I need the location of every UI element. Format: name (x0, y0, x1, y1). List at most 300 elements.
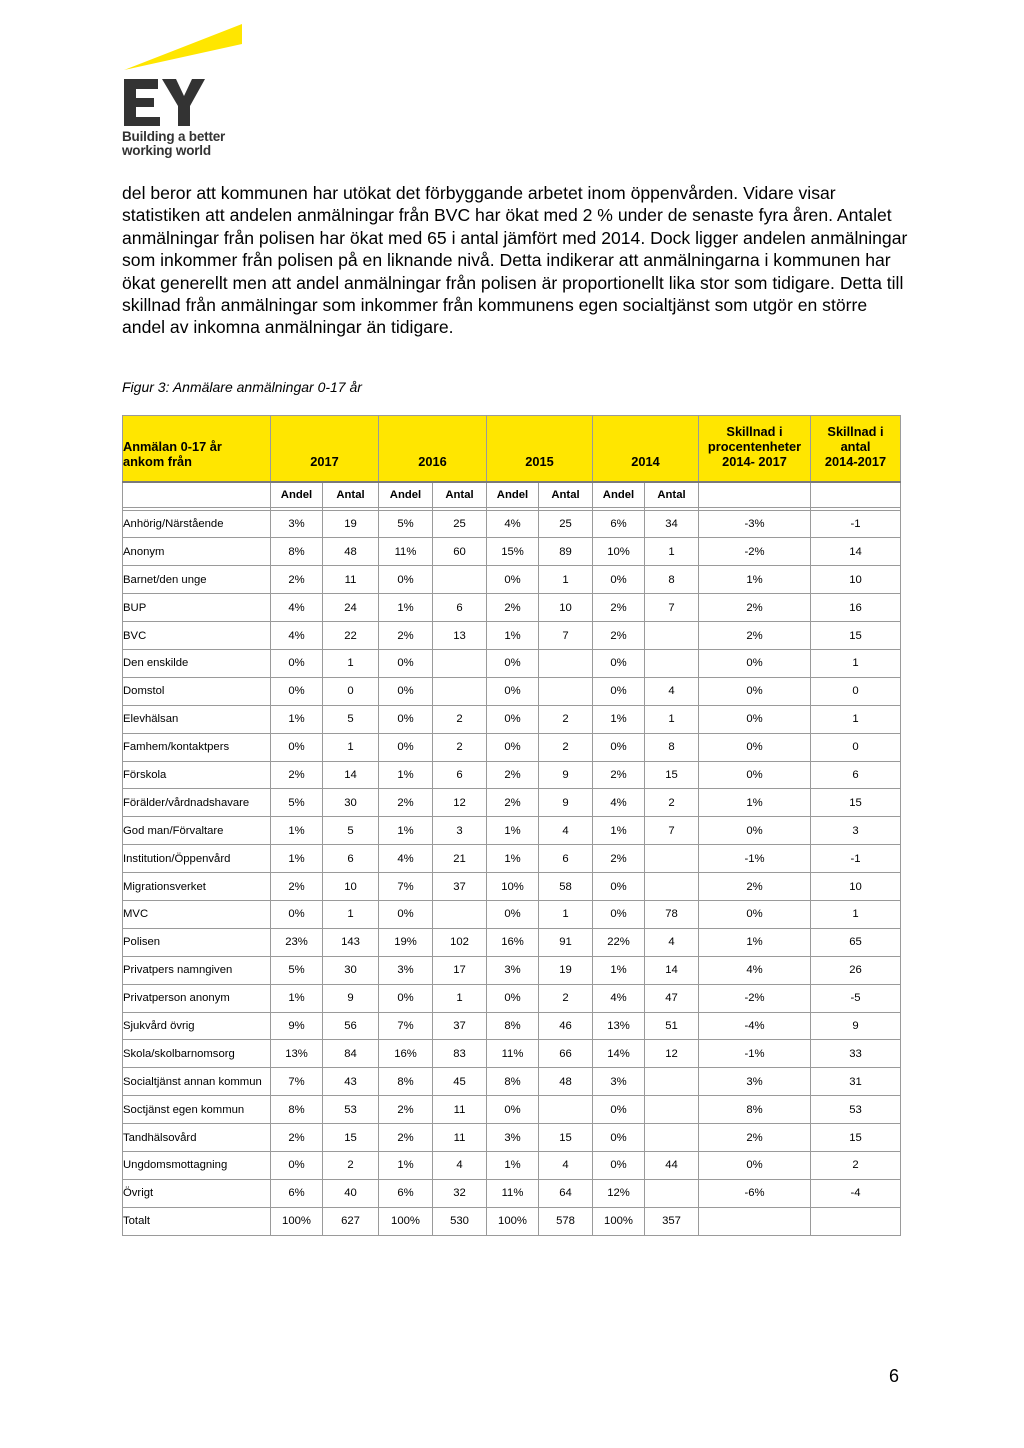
row-label: Barnet/den unge (123, 566, 271, 594)
table-cell: 1% (379, 1151, 433, 1179)
table-cell: 10 (811, 873, 901, 901)
table-cell: 2 (645, 789, 699, 817)
table-row (123, 1012, 901, 1040)
table-cell: 4% (271, 594, 323, 622)
table-cell: 11 (323, 566, 379, 594)
table-cell: 627 (323, 1207, 379, 1235)
table-cell: 2% (271, 1124, 323, 1152)
row-label: Sjukvård övrig (123, 1012, 271, 1040)
table-cell: 60 (433, 538, 487, 566)
table-cell: 0% (699, 817, 811, 845)
table-row (123, 1096, 901, 1124)
table-cell: 2% (593, 622, 645, 650)
table-cell: 5% (271, 789, 323, 817)
table-cell: 7 (539, 622, 593, 650)
table-cell: 2% (699, 873, 811, 901)
table-cell: 48 (323, 538, 379, 566)
table-cell: 578 (539, 1207, 593, 1235)
table-cell: 4 (645, 928, 699, 956)
table-cell: 7 (645, 594, 699, 622)
table-cell: 2% (593, 845, 645, 873)
table-cell: 0% (593, 566, 645, 594)
row-label: Soctjänst egen kommun (123, 1096, 271, 1124)
table-cell: 4% (379, 845, 433, 873)
table-cell: 0% (593, 873, 645, 901)
table-cell: 1% (271, 845, 323, 873)
table-cell: 58 (539, 873, 593, 901)
table-cell: 1 (811, 705, 901, 733)
logo-beam (124, 24, 242, 70)
table-cell: 2% (271, 761, 323, 789)
table-cell: 0% (487, 566, 539, 594)
table-cell (539, 1096, 593, 1124)
table-cell: 1 (811, 649, 901, 677)
table-cell: 8% (271, 1096, 323, 1124)
table-cell: 8% (487, 1012, 539, 1040)
table-cell: 4% (699, 956, 811, 984)
header-source (123, 416, 271, 482)
table-cell (433, 566, 487, 594)
table-cell: 22 (323, 622, 379, 650)
table-cell: 6% (593, 510, 645, 538)
table-cell (433, 900, 487, 928)
table-cell: 2 (539, 705, 593, 733)
table-cell: 19% (379, 928, 433, 956)
table-cell: 2 (539, 733, 593, 761)
table-cell: 4% (487, 510, 539, 538)
table-cell: 2% (271, 873, 323, 901)
table-cell: 16 (811, 594, 901, 622)
header-diff-percent-line3: 2014- 2017 (722, 453, 787, 469)
table-cell: 2 (539, 984, 593, 1012)
table-cell: 10 (811, 566, 901, 594)
table-row (123, 928, 901, 956)
table-cell: 1 (323, 649, 379, 677)
table-cell: -1% (699, 1040, 811, 1068)
table-cell: 0 (323, 677, 379, 705)
table-cell: 5 (323, 705, 379, 733)
table-cell: 2 (811, 1151, 901, 1179)
table-row (123, 566, 901, 594)
table-cell: 4% (271, 622, 323, 650)
table-cell: 0% (593, 649, 645, 677)
table-cell: 2% (699, 594, 811, 622)
table-cell: 6% (271, 1179, 323, 1207)
table-cell: 48 (539, 1068, 593, 1096)
table-cell: 4 (433, 1151, 487, 1179)
table-cell: 0% (487, 733, 539, 761)
table-cell: 15 (323, 1124, 379, 1152)
table-cell: 19 (323, 510, 379, 538)
table-cell: 6 (433, 594, 487, 622)
table-cell: 25 (433, 510, 487, 538)
table-cell: 1% (699, 566, 811, 594)
table-cell: 89 (539, 538, 593, 566)
table-cell: 1% (487, 817, 539, 845)
table-cell: 15 (539, 1124, 593, 1152)
table-cell: 1% (271, 705, 323, 733)
table-cell: 23% (271, 928, 323, 956)
table-cell (539, 677, 593, 705)
table-cell: 1 (433, 984, 487, 1012)
header-diff-count (811, 416, 901, 482)
row-label: Elevhälsan (123, 705, 271, 733)
table-cell: 1 (811, 900, 901, 928)
table-cell (433, 677, 487, 705)
table-cell: 30 (323, 956, 379, 984)
row-label: Anhörig/Närstående (123, 510, 271, 538)
table-cell: 2 (433, 705, 487, 733)
table-row (123, 510, 901, 538)
table-cell (539, 649, 593, 677)
table-cell: 22% (593, 928, 645, 956)
table-cell: 0% (379, 900, 433, 928)
table-row (123, 1124, 901, 1152)
table-row (123, 622, 901, 650)
table-cell: 21 (433, 845, 487, 873)
table-cell: 2 (323, 1151, 379, 1179)
subheader-share: Andel (487, 482, 539, 508)
table-cell: 1 (323, 733, 379, 761)
table-cell: 5% (379, 510, 433, 538)
table-cell: 14 (811, 538, 901, 566)
table-cell: 0% (379, 649, 433, 677)
table-cell: 26 (811, 956, 901, 984)
table-cell: -1% (699, 845, 811, 873)
row-label: Övrigt (123, 1179, 271, 1207)
table-cell: 0% (271, 649, 323, 677)
table-cell (645, 622, 699, 650)
body-paragraph: del beror att kommunen har utökat det förbyggande arbetet inom öppenvården. Vidare visar statistiken att andelen anmälningar från BVC har ökat med 2 % under de senaste fyra åren. Antalet anmälningar från polisen har ökat med 65 i antal jämfört med 2014. Dock ligger andelen anmälningar som inkommer från polisen på en liknande nivå. Detta indikerar att anmälningarna i kommunen har ökat generellt men att andel anmälningar från polisen är proportionellt lika stor som tidigare. Detta till skillnad från anmälningar som inkommer från kommunens egen socialtjänst som utgör en större andel av inkomna anmälningar än tidigare. (122, 183, 908, 338)
header-diff-percent-line1: Skillnad i (726, 423, 783, 439)
table-cell: 33 (811, 1040, 901, 1068)
table-cell: 0% (699, 733, 811, 761)
table-cell: 6% (379, 1179, 433, 1207)
table-cell: 0% (593, 677, 645, 705)
table-cell: 0% (487, 1096, 539, 1124)
table-cell: 0% (379, 984, 433, 1012)
table-cell: 10 (539, 594, 593, 622)
subheader-blank (699, 482, 811, 508)
table-cell: 0% (487, 984, 539, 1012)
subheader-blank (123, 482, 271, 508)
table-cell: 0% (487, 900, 539, 928)
subheader-count: Antal (645, 482, 699, 508)
table-cell: 11 (433, 1096, 487, 1124)
table-cell: 1% (487, 1151, 539, 1179)
table-cell: 17 (433, 956, 487, 984)
table-cell: 45 (433, 1068, 487, 1096)
table-cell: 56 (323, 1012, 379, 1040)
table-cell: 1% (593, 956, 645, 984)
table-cell: 3% (593, 1068, 645, 1096)
logo-tagline (122, 130, 225, 158)
table-cell: 12 (645, 1040, 699, 1068)
table-row (123, 817, 901, 845)
table-cell: 13% (593, 1012, 645, 1040)
table-cell: 0% (379, 677, 433, 705)
table-cell: 64 (539, 1179, 593, 1207)
table-cell: 37 (433, 873, 487, 901)
subheader-count: Antal (323, 482, 379, 508)
table-cell: 4 (539, 1151, 593, 1179)
table-cell: 44 (645, 1151, 699, 1179)
table-cell: 0% (593, 1096, 645, 1124)
table-cell: 2 (433, 733, 487, 761)
table-cell: 0% (699, 761, 811, 789)
table-cell: 2% (487, 761, 539, 789)
table-cell: 13 (433, 622, 487, 650)
table-cell: 100% (271, 1207, 323, 1235)
table-cell: 0% (593, 733, 645, 761)
table-cell: 0% (593, 900, 645, 928)
header-year: 2014 (593, 416, 699, 482)
table-cell: 10 (323, 873, 379, 901)
row-label: God man/Förvaltare (123, 817, 271, 845)
table-cell: 65 (811, 928, 901, 956)
table-cell: 0% (699, 900, 811, 928)
table-cell: 4 (645, 677, 699, 705)
table-cell: 8 (645, 566, 699, 594)
table-cell: 9 (811, 1012, 901, 1040)
table-cell: 32 (433, 1179, 487, 1207)
table-cell: 47 (645, 984, 699, 1012)
table-cell: 66 (539, 1040, 593, 1068)
row-label: BVC (123, 622, 271, 650)
table-cell: 9 (323, 984, 379, 1012)
table-cell: -2% (699, 538, 811, 566)
table-cell: 2% (699, 622, 811, 650)
row-label: Den enskilde (123, 649, 271, 677)
figure-caption: Figur 3: Anmälare anmälningar 0-17 år (122, 379, 362, 395)
table-cell: 0% (271, 733, 323, 761)
row-label: Domstol (123, 677, 271, 705)
table-cell: 11% (487, 1179, 539, 1207)
table-row (123, 1179, 901, 1207)
row-label: Förskola (123, 761, 271, 789)
table-cell: 0% (699, 1151, 811, 1179)
table-cell: 51 (645, 1012, 699, 1040)
table-cell: 0% (379, 733, 433, 761)
table-cell: 3 (811, 817, 901, 845)
table-cell: 0 (811, 677, 901, 705)
table-cell: 46 (539, 1012, 593, 1040)
table-row (123, 538, 901, 566)
table-cell: 0% (699, 705, 811, 733)
table-cell: 1% (699, 789, 811, 817)
table-cell: 100% (487, 1207, 539, 1235)
table-cell: 14% (593, 1040, 645, 1068)
table-cell: 0% (271, 1151, 323, 1179)
table-cell (645, 1096, 699, 1124)
table-cell: 14 (645, 956, 699, 984)
table-cell: -5 (811, 984, 901, 1012)
table-cell: 25 (539, 510, 593, 538)
table-cell: -4% (699, 1012, 811, 1040)
table-cell: 3 (433, 817, 487, 845)
subheader-count: Antal (539, 482, 593, 508)
header-diff-count-line2: 2014-2017 (824, 453, 887, 469)
table-cell: 24 (323, 594, 379, 622)
table-cell: 0% (699, 649, 811, 677)
table-row (123, 594, 901, 622)
table-cell (645, 873, 699, 901)
table-cell: 53 (323, 1096, 379, 1124)
subheader-share: Andel (379, 482, 433, 508)
table-cell: -2% (699, 984, 811, 1012)
table-cell: 530 (433, 1207, 487, 1235)
table-cell: 4% (593, 789, 645, 817)
table-cell: 0% (593, 1124, 645, 1152)
row-label: Ungdomsmottagning (123, 1151, 271, 1179)
table-row (123, 845, 901, 873)
table-cell: 3% (379, 956, 433, 984)
table-cell: 11 (433, 1124, 487, 1152)
table-cell (645, 845, 699, 873)
table-cell: 15 (811, 1124, 901, 1152)
table-cell: 9 (539, 761, 593, 789)
table-row (123, 677, 901, 705)
table-cell: -4 (811, 1179, 901, 1207)
header-source-line2: ankom från (123, 453, 192, 469)
table-cell: 8% (379, 1068, 433, 1096)
table-cell: 43 (323, 1068, 379, 1096)
table-row (123, 789, 901, 817)
table-cell: 4 (539, 817, 593, 845)
table-cell: 9 (539, 789, 593, 817)
row-label: Famhem/kontaktpers (123, 733, 271, 761)
table-cell: 0% (487, 705, 539, 733)
table-cell: 1% (379, 761, 433, 789)
subheader-blank (811, 482, 901, 508)
table-cell: 2% (379, 789, 433, 817)
table-cell: -6% (699, 1179, 811, 1207)
table-cell: 83 (433, 1040, 487, 1068)
table-cell: 6 (323, 845, 379, 873)
table-cell: 0% (487, 677, 539, 705)
table-cell: 40 (323, 1179, 379, 1207)
table-row (123, 761, 901, 789)
table-cell (811, 1207, 901, 1235)
header-year: 2015 (487, 416, 593, 482)
header-diff-count-line1: Skillnad i antal (827, 423, 884, 454)
table-cell: 1% (699, 928, 811, 956)
table-cell: 1 (645, 705, 699, 733)
table-cell: 4% (593, 984, 645, 1012)
table-cell: 10% (487, 873, 539, 901)
table-cell: 6 (433, 761, 487, 789)
table-cell: 7% (379, 873, 433, 901)
logo-letter-e (124, 79, 160, 126)
table-cell: 3% (487, 1124, 539, 1152)
table-row (123, 1207, 901, 1235)
subheader-share: Andel (593, 482, 645, 508)
table-cell: 9% (271, 1012, 323, 1040)
ey-logo-mark (122, 22, 246, 127)
table-cell: 78 (645, 900, 699, 928)
table-cell: 0% (379, 566, 433, 594)
row-label: MVC (123, 900, 271, 928)
table-cell: 1 (539, 900, 593, 928)
table-cell: 357 (645, 1207, 699, 1235)
page-number: 6 (889, 1366, 900, 1386)
table-cell: 31 (811, 1068, 901, 1096)
table-cell (645, 1068, 699, 1096)
table-row (123, 649, 901, 677)
table-cell: 1% (593, 705, 645, 733)
table-cell: 1 (323, 900, 379, 928)
table-cell: 19 (539, 956, 593, 984)
referrals-table (122, 415, 901, 1236)
table-cell: 91 (539, 928, 593, 956)
table-row (123, 1040, 901, 1068)
ey-logo (122, 22, 246, 162)
table-cell: 5 (323, 817, 379, 845)
header-diff-percent-line2: procentenheter (707, 438, 802, 454)
table-cell: 1% (271, 817, 323, 845)
table-cell: 53 (811, 1096, 901, 1124)
table-cell: 7 (645, 817, 699, 845)
table-cell (699, 1207, 811, 1235)
table-cell: 3% (487, 956, 539, 984)
table-cell: 0% (379, 705, 433, 733)
table-cell: 12 (433, 789, 487, 817)
table-cell: 12% (593, 1179, 645, 1207)
table-cell: 1% (379, 817, 433, 845)
table-cell: 15 (645, 761, 699, 789)
table-header-row (123, 416, 901, 482)
table-cell: 2% (487, 789, 539, 817)
table-cell: 3% (271, 510, 323, 538)
table-cell: 30 (323, 789, 379, 817)
table-cell: 0% (487, 649, 539, 677)
row-label: Privatperson anonym (123, 984, 271, 1012)
table-cell: 2% (699, 1124, 811, 1152)
table-cell: 37 (433, 1012, 487, 1040)
table-cell (645, 1179, 699, 1207)
header-diff-percent (699, 416, 811, 482)
subheader-count: Antal (433, 482, 487, 508)
table-cell: 0% (271, 900, 323, 928)
table-row (123, 900, 901, 928)
table-cell: 15% (487, 538, 539, 566)
table-cell: 10% (593, 538, 645, 566)
table-cell: 143 (323, 928, 379, 956)
table-cell: -1 (811, 845, 901, 873)
table-cell: 1 (539, 566, 593, 594)
table-cell: 16% (379, 1040, 433, 1068)
table-cell: 16% (487, 928, 539, 956)
table-cell: 7% (379, 1012, 433, 1040)
table-row (123, 733, 901, 761)
table-cell: 8% (271, 538, 323, 566)
row-label: Totalt (123, 1207, 271, 1235)
table-row (123, 873, 901, 901)
table-cell: -3% (699, 510, 811, 538)
table-cell: 11% (379, 538, 433, 566)
table-cell: 15 (811, 789, 901, 817)
table-cell: 0% (593, 1151, 645, 1179)
row-label: Förälder/vårdnadshavare (123, 789, 271, 817)
table-cell: 8% (487, 1068, 539, 1096)
table-body (123, 510, 901, 1235)
table-cell (433, 649, 487, 677)
table-cell: 8% (699, 1096, 811, 1124)
table-cell: 11% (487, 1040, 539, 1068)
table-row (123, 705, 901, 733)
table-cell: 3% (699, 1068, 811, 1096)
table-cell: 2% (379, 1096, 433, 1124)
